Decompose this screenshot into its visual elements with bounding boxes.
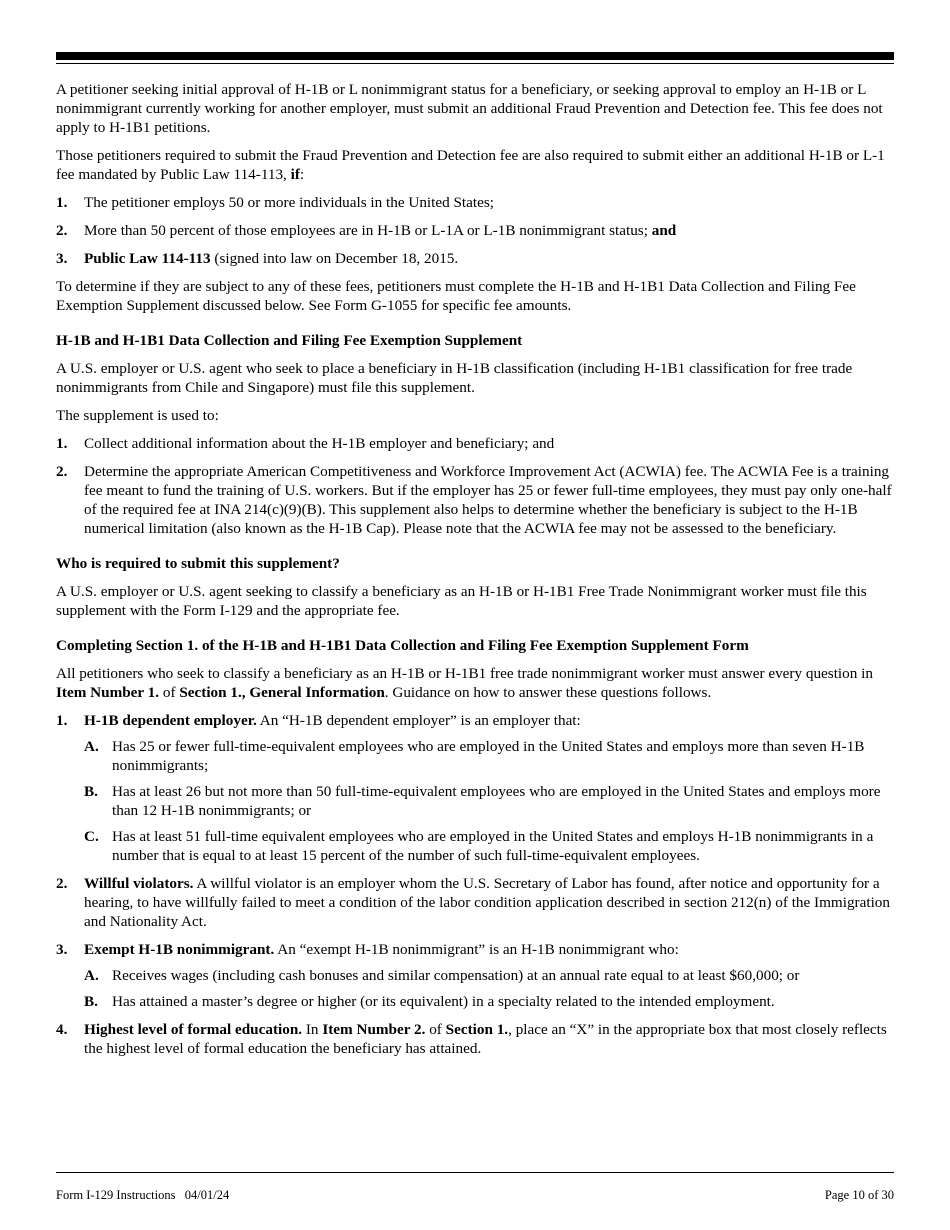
section-heading-completing: Completing Section 1. of the H-1B and H-1B1 Data Collection and Filing Fee Exemption Supplement Form	[56, 637, 749, 654]
list-text: The petitioner employs 50 or more individuals in the United States;	[84, 194, 494, 211]
sub-label: B.	[84, 783, 98, 800]
list-number: 1.	[56, 712, 68, 729]
list-number: 2.	[56, 875, 68, 892]
sub-item	[84, 737, 896, 775]
list-body	[84, 711, 896, 865]
sub-item	[84, 992, 896, 1011]
sub-text: Receives wages (including cash bonuses and similar compensation) at an annual rate equal to at least $60,000; or	[112, 967, 800, 984]
completing-paragraph	[56, 664, 896, 702]
item-text: An “exempt H-1B nonimmigrant” is an H-1B nonimmigrant who:	[274, 941, 679, 958]
list-text-bold: Public Law 114-113	[84, 250, 211, 267]
list-text-bold: and	[651, 222, 677, 239]
sub-text: Has attained a master’s degree or higher (or its equivalent) in a specialty related to the intended employment.	[112, 993, 775, 1010]
intro-p2-tail: :	[299, 166, 305, 183]
item-title: Highest level of formal education.	[84, 1021, 303, 1038]
item-text: An “H-1B dependent employer” is an employer that:	[256, 712, 581, 729]
section-heading-who: Who is required to submit this supplement?	[56, 555, 340, 572]
list-text: Collect additional information about the H-1B employer and beneficiary; and	[84, 435, 555, 452]
item-title: H-1B dependent employer.	[84, 712, 257, 729]
list-text	[84, 874, 896, 931]
list-text	[84, 221, 896, 240]
item-title: Exempt H-1B nonimmigrant.	[84, 941, 275, 958]
list-number: 2.	[56, 463, 68, 480]
list-item-exempt-nonimmigrant	[56, 940, 896, 1011]
list-number: 2.	[56, 222, 68, 239]
completing-text: All petitioners who seek to classify a beneficiary as an H-1B or H-1B1 free trade nonimmigrant worker must answer every question in	[56, 665, 873, 682]
sub-label: A.	[84, 967, 99, 984]
footer-page-number: Page 10 of 30	[824, 1188, 894, 1202]
list-text	[84, 940, 896, 959]
list-item	[56, 462, 896, 538]
sub-item	[84, 966, 896, 985]
item-text: A willful violator is an employer whom the U.S. Secretary of Labor has found, after notice and opportunity for a hearing, to have willfully failed to meet a condition of the labor condition application described in section 212(n) of the Immigration and Nationality Act.	[84, 875, 890, 930]
list-item-education	[56, 1020, 896, 1058]
completing-bold: Item Number 1.	[56, 684, 160, 701]
item-text: , place an “X” in the appropriate box that most closely reflects the highest level of formal education the beneficiary has attained.	[84, 1021, 887, 1057]
sub-label: A.	[84, 738, 99, 755]
sub-text: Has 25 or fewer full-time-equivalent employees who are employed in the United States and employs more than seven H-1B nonimmigrants;	[112, 738, 865, 774]
list-item-dependent-employer	[56, 711, 896, 865]
header-thin-rule	[56, 63, 894, 64]
completing-text: of	[159, 684, 180, 701]
footer-rule	[56, 1172, 894, 1173]
list-item	[56, 249, 896, 268]
list-number: 4.	[56, 1021, 68, 1038]
item-bold: Item Number 2.	[322, 1021, 426, 1038]
supplement-paragraph-1: A U.S. employer or U.S. agent who seek to place a beneficiary in H-1B classification (including H-1B1 classification for free trade nonimmigrants from Chile and Singapore) must file this supplement.	[56, 360, 853, 396]
intro-paragraph-2	[56, 146, 896, 184]
sub-text: Has at least 26 but not more than 50 full-time-equivalent employees who are employed in the United States and employs more than 12 H-1B nonimmigrants; or	[112, 783, 881, 819]
page-content	[56, 80, 896, 1067]
completing-text: . Guidance on how to answer these questions follows.	[384, 684, 712, 701]
list-text	[84, 1020, 896, 1058]
sub-label: B.	[84, 993, 98, 1010]
sub-item	[84, 827, 896, 865]
sub-label: C.	[84, 828, 99, 845]
list-text: Determine the appropriate American Competitiveness and Workforce Improvement Act (ACWIA) fee. The ACWIA Fee is a training fee meant to fund the training of U.S. workers. But if the employer has 25 or fewer full-time employees, they must pay only one-half of the required fee at INA 214(c)(9)(B). This supplement also helps to determine whether the beneficiary is subject to the H-1B numerical limitation (also known as the H-1B Cap). Please note that the ACWIA fee may not be assessed to the beneficiary.	[84, 463, 892, 537]
sub-item	[84, 782, 896, 820]
list-number: 3.	[56, 941, 68, 958]
list-text-main: More than 50 percent of those employees are in H-1B or L-1A or L-1B nonimmigrant status;	[84, 222, 652, 239]
intro-p2-text: Those petitioners required to submit the Fraud Prevention and Detection fee are also required to submit either an additional H-1B or L-1 fee mandated by Public Law 114-113,	[56, 147, 885, 183]
list-item-willful-violators	[56, 874, 896, 931]
list-item	[56, 221, 896, 240]
item-title: Willful violators.	[84, 875, 194, 892]
completing-bold: Section 1., General Information	[179, 684, 385, 701]
sub-text: Has at least 51 full-time equivalent employees who are employed in the United States and employs H-1B nonimmigrants in a number that is equal to at least 15 percent of the number of such full-time-equivalent employees.	[112, 828, 874, 864]
list-number: 3.	[56, 250, 68, 267]
footer-form-name: Form I-129 Instructions 04/01/24	[56, 1188, 230, 1202]
list-body	[84, 940, 896, 1011]
intro-p2-bold: if	[290, 166, 300, 183]
list-number: 1.	[56, 435, 68, 452]
who-paragraph: A U.S. employer or U.S. agent seeking to classify a beneficiary as an H-1B or H-1B1 Free Trade Nonimmigrant worker must file this supplement with the Form I-129 and the appropriate fee.	[56, 583, 867, 619]
section-heading-supplement: H-1B and H-1B1 Data Collection and Filing Fee Exemption Supplement	[56, 332, 523, 349]
item-text: of	[425, 1021, 446, 1038]
list-item	[56, 193, 896, 212]
item-text: In	[302, 1021, 323, 1038]
intro-paragraph-1: A petitioner seeking initial approval of H-1B or L nonimmigrant status for a beneficiary, or seeking approval to employ an H-1B or L nonimmigrant currently working for another employer, must submit an additional Fraud Prevention and Detection fee. This fee does not apply to H-1B1 petitions.	[56, 81, 883, 136]
item-bold: Section 1.	[445, 1021, 509, 1038]
list-item	[56, 434, 896, 453]
list-text-main: (signed into law on December 18, 2015.	[210, 250, 459, 267]
list-text	[84, 711, 896, 730]
list-number: 1.	[56, 194, 68, 211]
header-thick-rule	[56, 52, 894, 60]
intro-paragraph-3: To determine if they are subject to any of these fees, petitioners must complete the H-1B and H-1B1 Data Collection and Filing Fee Exemption Supplement discussed below. See Form G-1055 for specific fee amounts.	[56, 278, 856, 314]
list-text	[84, 249, 896, 268]
supplement-paragraph-2: The supplement is used to:	[56, 407, 219, 424]
